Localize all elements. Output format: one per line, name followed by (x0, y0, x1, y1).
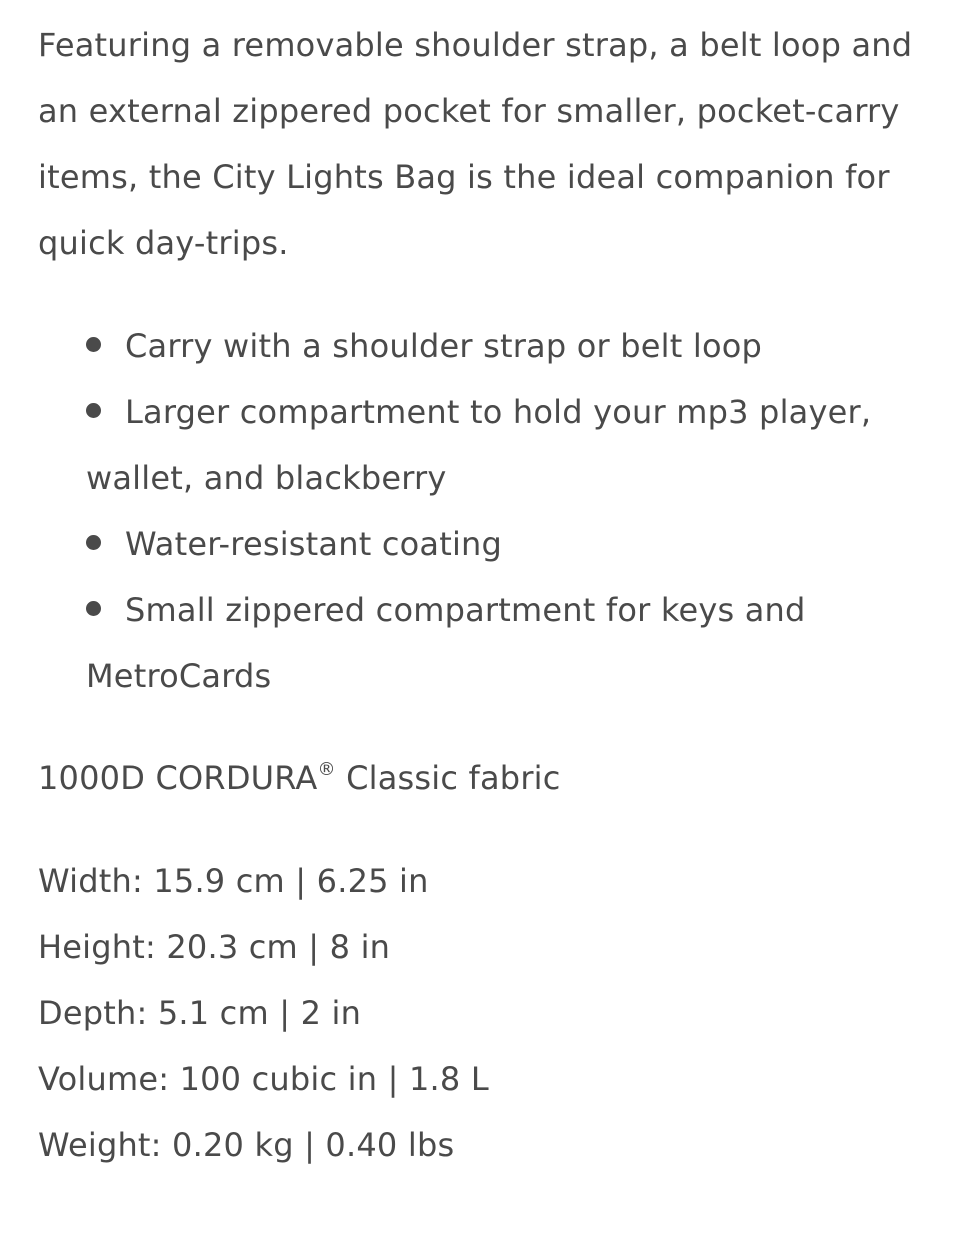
feature-item (86, 577, 926, 709)
feature-item (86, 511, 926, 577)
feature-text: Larger compartment to hold your mp3 player, wallet, and blackberry (86, 393, 872, 497)
feature-text: Carry with a shoulder strap or belt loop (125, 327, 763, 365)
bullet-icon (86, 601, 101, 616)
bullet-icon (86, 535, 101, 550)
spec-weight: Weight: 0.20 kg | 0.40 lbs (38, 1126, 455, 1164)
feature-item (86, 379, 926, 511)
feature-list (86, 313, 926, 709)
spec-height: Height: 20.3 cm | 8 in (38, 928, 391, 966)
spec-list (38, 848, 489, 1178)
registered-mark: ® (317, 759, 336, 780)
fabric-name: Classic fabric (346, 759, 561, 797)
bullet-icon (86, 403, 101, 418)
spec-volume: Volume: 100 cubic in | 1.8 L (38, 1060, 489, 1098)
spec-width: Width: 15.9 cm | 6.25 in (38, 862, 429, 900)
fabric-brand: 1000D CORDURA (38, 759, 318, 797)
intro-paragraph: Featuring a removable shoulder strap, a belt loop and an external zippered pocket for smaller, pocket-carry items, the City Lights Bag is the ideal companion for quick day-trips. (38, 26, 913, 262)
feature-text: Water-resistant coating (125, 525, 503, 563)
feature-text: Small zippered compartment for keys and MetroCards (86, 591, 806, 695)
fabric-line (38, 745, 561, 811)
spec-depth: Depth: 5.1 cm | 2 in (38, 994, 362, 1032)
feature-item (86, 313, 926, 379)
bullet-icon (86, 337, 101, 352)
